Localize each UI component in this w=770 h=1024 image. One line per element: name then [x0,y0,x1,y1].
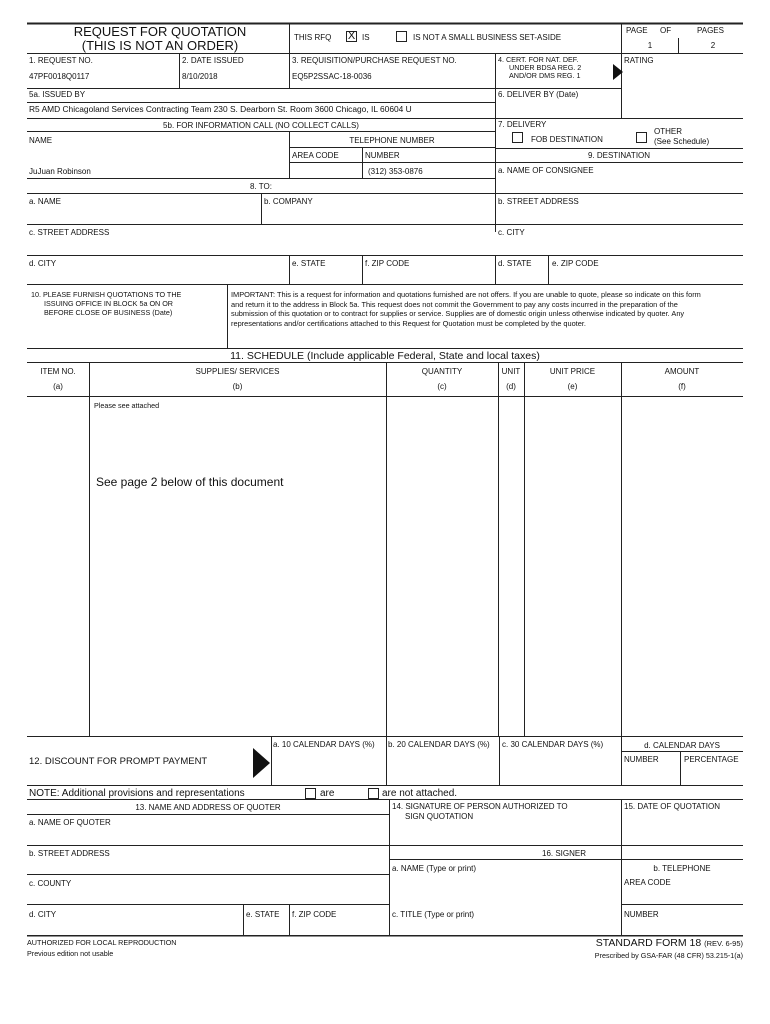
schedule-note-2[interactable]: See page 2 below of this document [96,475,284,489]
fob-label: FOB DESTINATION [531,135,603,144]
rating-label: RATING [624,56,654,65]
rfq-is-checkbox[interactable]: X [347,30,356,42]
form-subtitle: (THIS IS NOT AN ORDER) [81,38,239,53]
quoter-street-label: b. STREET ADDRESS [29,849,110,858]
cert-label-1: 4. CERT. FOR NAT. DEF. [498,55,579,64]
footer-form [470,938,743,949]
col-b: (b) [232,382,243,391]
quoter-city-label: d. CITY [29,910,57,919]
note-are-not-label: are not attached. [382,788,458,799]
dest-zip-label: e. ZIP CODE [552,259,599,268]
info-name-label: NAME [29,136,53,145]
date-issued-value[interactable]: 8/10/2018 [182,72,218,81]
col-e: (e) [567,382,578,391]
block10-line1: 10. PLEASE FURNISH QUOTATIONS TO THE [31,290,182,299]
requisition-value[interactable]: EQ5P2SSAC-18-0036 [292,72,372,81]
col-supplies: SUPPLIES/ SERVICES [195,367,280,376]
footer-prescribed: Prescribed by GSA-FAR (48 CFR) 53.215-1(a) [594,951,743,960]
quoter-title: 13. NAME AND ADDRESS OF QUOTER [135,803,281,812]
col-item-no: ITEM NO. [40,367,76,376]
signer-name-label: a. NAME (Type or print) [392,864,477,873]
page-value: 1 [647,41,653,50]
to-city-label: d. CITY [29,259,57,268]
quote-date-label: 15. DATE OF QUOTATION [624,802,721,811]
signature-label-1: 14. SIGNATURE OF PERSON AUTHORIZED TO [392,802,568,811]
signature-label-2: SIGN QUOTATION [405,812,474,821]
fob-checkbox[interactable] [512,132,523,143]
note-text: NOTE: Additional provisions and representations [29,788,245,799]
discount-arrow-icon [253,748,270,778]
col-c: (c) [437,382,447,391]
discount-number-label: NUMBER [624,755,659,764]
info-number-value[interactable]: (312) 353-0876 [368,167,423,176]
to-street-label: c. STREET ADDRESS [29,228,110,237]
pages-label: PAGES [697,26,724,35]
to-label: 8. TO: [250,182,272,191]
info-name-value[interactable]: JuJuan Robinson [29,167,91,176]
other-label: OTHER [654,127,682,136]
footer-form-name: STANDARD FORM 18 [595,937,702,949]
request-no-label: 1. REQUEST NO. [29,56,93,65]
signer-title-label: c. TITLE (Type or print) [392,910,475,919]
quoter-zip-label: f. ZIP CODE [292,910,337,919]
footer-prev: Previous edition not usable [27,949,114,958]
note-are-not-checkbox[interactable] [368,788,379,799]
delivery-label: 7. DELIVERY [498,120,547,129]
issued-by-value[interactable]: R5 AMD Chicagoland Services Contracting Team 230 S. Dearborn St. Room 3600 Chicago, IL 60604 U [29,104,412,114]
dest-street-label: b. STREET ADDRESS [498,197,579,206]
col-d: (d) [506,382,516,391]
quoter-state-label: e. STATE [246,910,280,919]
discount-label: 12. DISCOUNT FOR PROMPT PAYMENT [29,756,208,767]
signer-number-label: NUMBER [624,910,659,919]
rfq-not-checkbox[interactable] [396,31,407,42]
signer-area-code-label: AREA CODE [624,878,671,887]
rfq-not-label: IS NOT A SMALL BUSINESS SET-ASIDE [413,33,562,42]
quoter-name-label: a. NAME OF QUOTER [29,818,111,827]
form-title: REQUEST FOR QUOTATION [73,24,247,39]
col-unit-price: UNIT PRICE [549,367,596,376]
footer-auth: AUTHORIZED FOR LOCAL REPRODUCTION [27,938,177,947]
block10-line3: BEFORE CLOSE OF BUSINESS (Date) [44,308,173,317]
cert-label-2: UNDER BDSA REG. 2 [509,63,582,72]
other-checkbox[interactable] [636,132,647,143]
requisition-label: 3. REQUISITION/PURCHASE REQUEST NO. [292,56,457,65]
signer-telephone-label: b. TELEPHONE [653,864,711,873]
col-a: (a) [53,382,63,391]
quoter-county-label: c. COUNTY [29,879,72,888]
date-issued-label: 2. DATE ISSUED [182,56,244,65]
info-call-label: 5b. FOR INFORMATION CALL (NO COLLECT CALLS) [163,121,359,130]
discount-percentage-label: PERCENTAGE [684,755,739,764]
col-amount: AMOUNT [664,367,700,376]
dest-city-label: c. CITY [498,228,525,237]
discount-30-label: c. 30 CALENDAR DAYS (%) [502,740,604,749]
col-f: (f) [678,382,686,391]
see-schedule-label: (See Schedule) [654,137,710,146]
note-are-label: are [320,788,335,799]
to-company-label: b. COMPANY [264,197,313,206]
discount-10-label: a. 10 CALENDAR DAYS (%) [273,740,375,749]
important-notice: IMPORTANT: This is a request for information and quotations furnished are not offers. If you are unable to quote, please so indicate on this form and return it to the address in Block 5a. This request does not commit the Government to pay any costs incurred in the preparation of the submission of this quotation or to contract for supplies or service. Supplies are of domestic origin unless otherwise indicated by quoter. Any representations and/or certifications attached to this Request for Quotation must be completed by the quoter. [231,290,701,328]
rfq-prefix: THIS RFQ [294,33,332,42]
destination-label: 9. DESTINATION [587,151,651,160]
footer-form-rev: (REV. 6-95) [704,939,743,948]
page-label: PAGE [626,26,648,35]
schedule-title: 11. SCHEDULE (Include applicable Federal, State and local taxes) [230,350,540,362]
telephone-label: TELEPHONE NUMBER [349,136,435,145]
request-no-value[interactable]: 47PF0018Q0117 [29,72,90,81]
issued-by-label: 5a. ISSUED BY [29,90,86,99]
schedule-note-1[interactable]: Please see attached [94,401,160,410]
col-unit: UNIT [501,367,521,376]
dest-state-label: d. STATE [498,259,532,268]
col-quantity: QUANTITY [421,367,463,376]
consignee-label: a. NAME OF CONSIGNEE [498,166,594,175]
number-label: NUMBER [365,151,400,160]
to-name-label: a. NAME [29,197,62,206]
to-state-label: e. STATE [292,259,326,268]
area-code-label: AREA CODE [292,151,339,160]
pages-value: 2 [710,41,716,50]
signer-label: 16. SIGNER [542,849,587,858]
discount-calendar-label: d. CALENDAR DAYS [644,741,720,750]
cert-label-3: AND/OR DMS REG. 1 [509,71,581,80]
block10-line2: ISSUING OFFICE IN BLOCK 5a ON OR [44,299,173,308]
of-label: OF [660,26,672,35]
to-zip-label: f. ZIP CODE [365,259,410,268]
note-are-checkbox[interactable] [305,788,316,799]
deliver-by-label: 6. DELIVER BY (Date) [498,90,579,99]
rfq-is-label: IS [362,33,370,42]
discount-20-label: b. 20 CALENDAR DAYS (%) [388,740,490,749]
